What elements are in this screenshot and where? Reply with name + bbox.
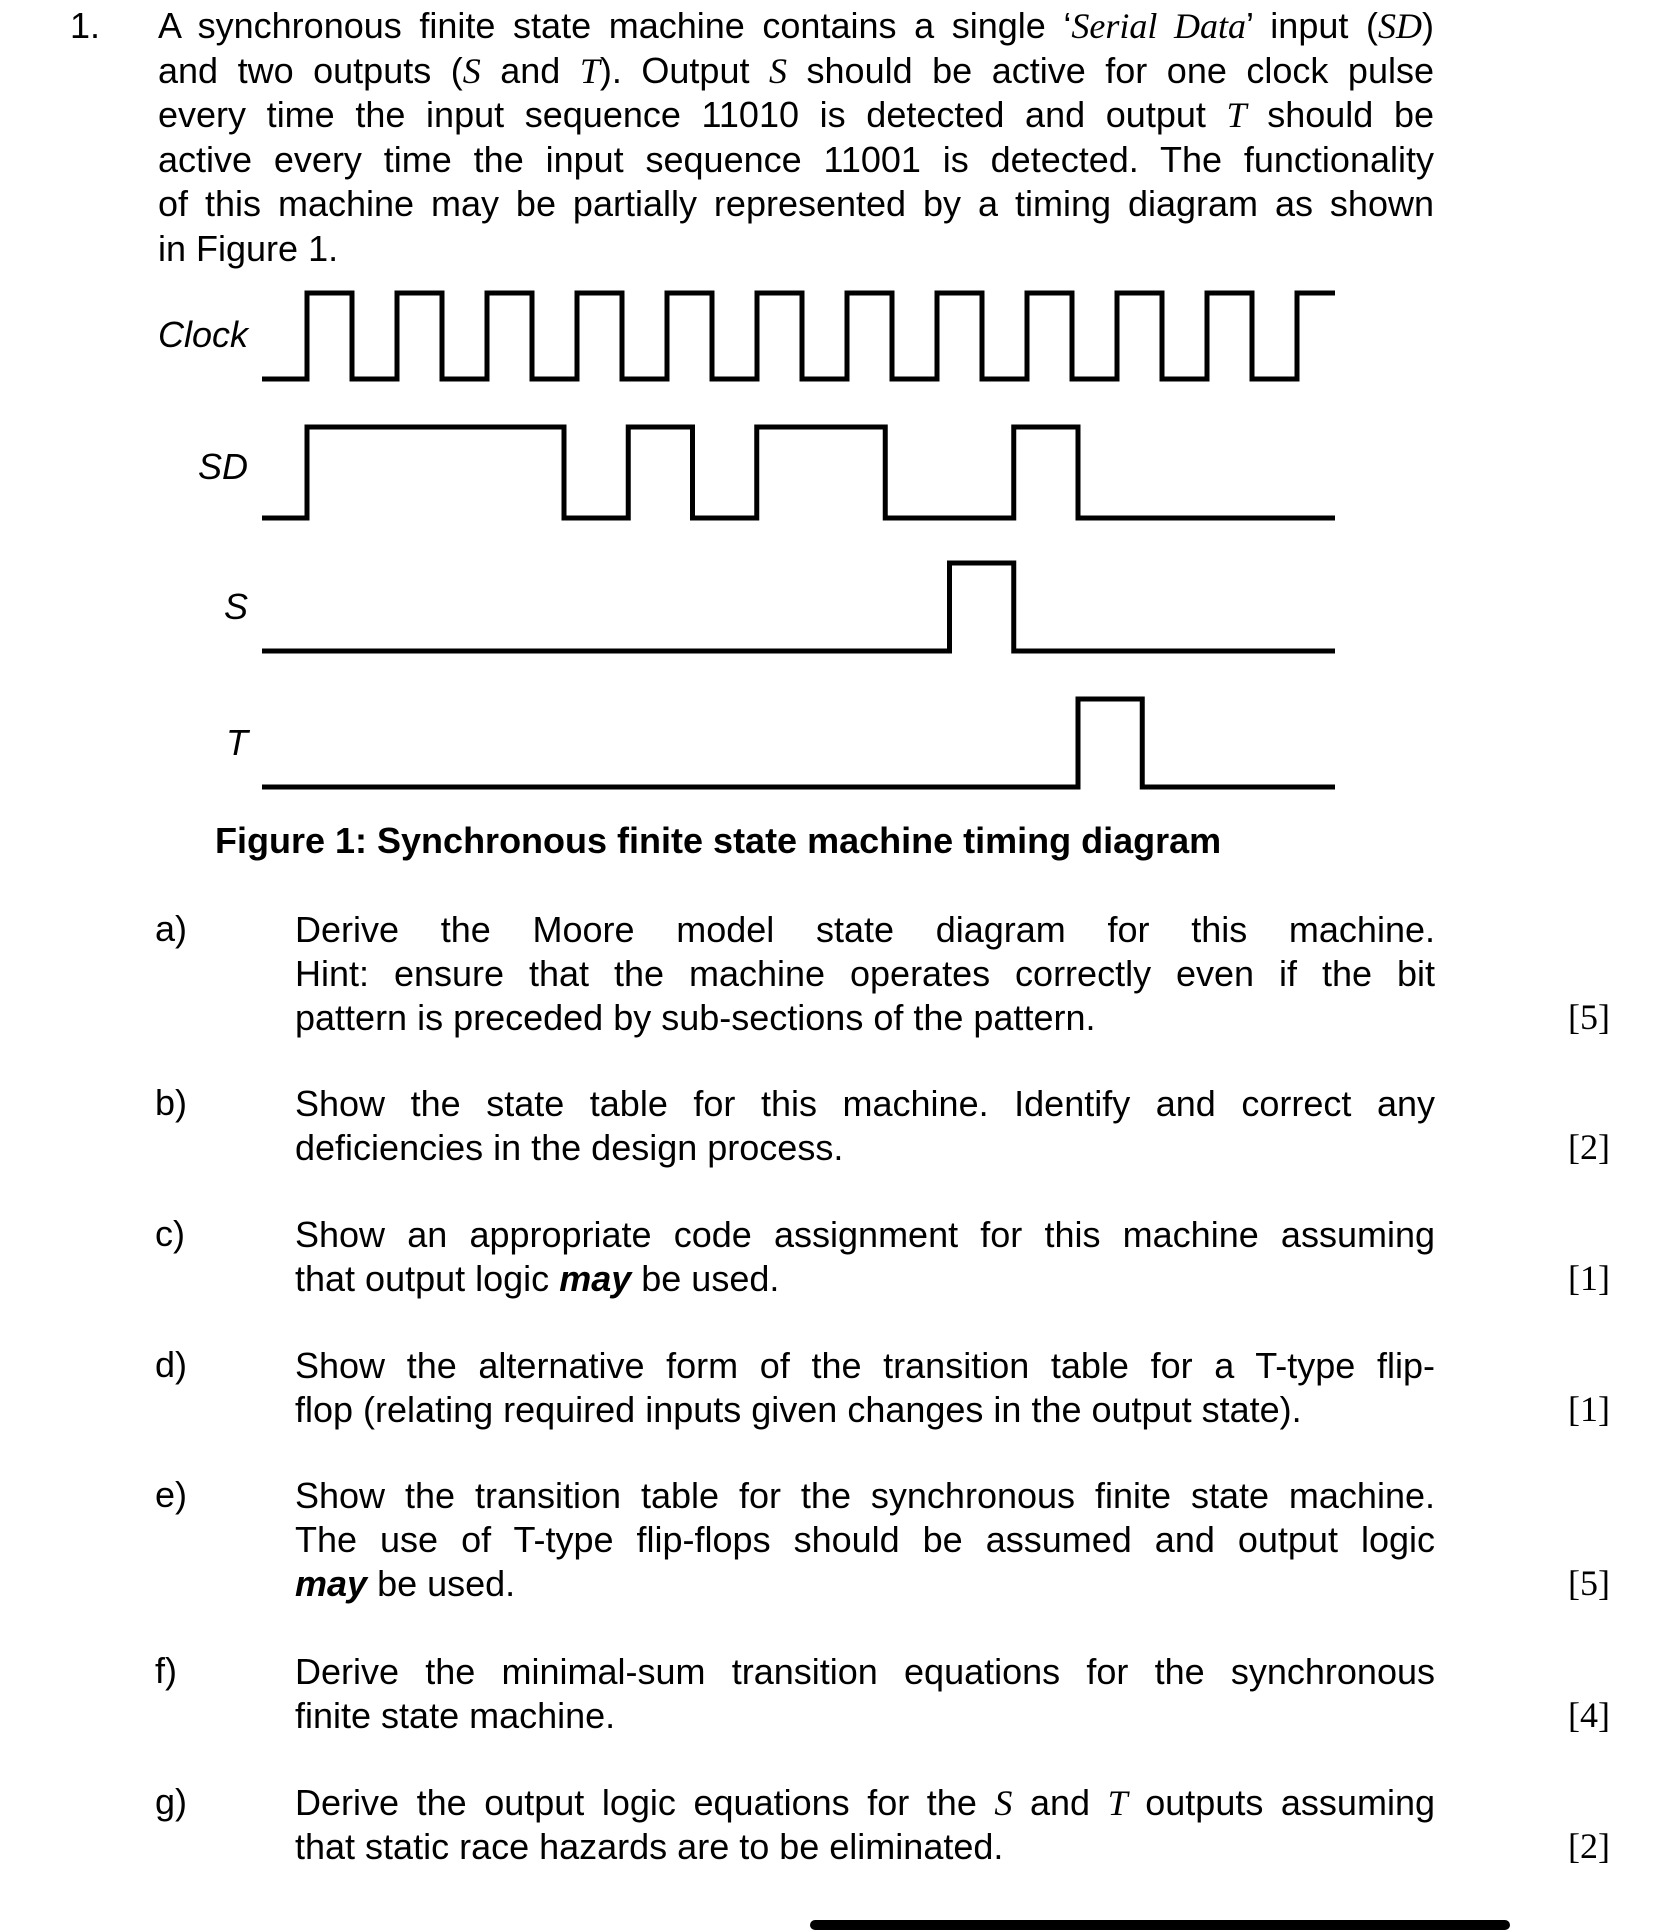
clock-waveform — [262, 293, 1335, 379]
italic-term: T — [1226, 95, 1247, 135]
part-line — [295, 1082, 1435, 1126]
t-waveform — [262, 699, 1335, 787]
text-run: should be active for one clock pulse — [787, 49, 1434, 91]
part-letter: f) — [155, 1650, 177, 1691]
signal-label-s: S — [223, 586, 248, 627]
emphasis: may — [295, 1563, 368, 1604]
part-text — [295, 1344, 1435, 1432]
part-line — [295, 1388, 1435, 1432]
text-run: Show the alternative form of the transition table for a T-type flip- — [295, 1345, 1435, 1386]
part-letter: e) — [155, 1474, 188, 1515]
text-run: and — [1012, 1782, 1108, 1823]
part-marks: [5] — [1568, 997, 1610, 1037]
text-run: flop (relating required inputs given changes in the output state). — [295, 1389, 1302, 1430]
question-number: 1. — [70, 5, 101, 46]
text-run: and — [480, 49, 580, 91]
s-waveform — [262, 563, 1335, 651]
home-indicator-bar — [810, 1920, 1510, 1930]
part-text — [295, 1082, 1435, 1170]
text-run: The use of T-type flip-flops should be assumed and output logic — [295, 1519, 1435, 1560]
sd-waveform — [262, 427, 1335, 518]
signal-label-clock: Clock — [157, 314, 248, 355]
part-line — [295, 1650, 1435, 1694]
text-run: in Figure 1. — [158, 227, 339, 269]
italic-term: T — [579, 50, 600, 91]
italic-term: S — [994, 1783, 1013, 1823]
text-run: pattern is preceded by sub-sections of the pattern. — [295, 997, 1096, 1038]
text-run: Derive the output logic equations for the — [295, 1782, 995, 1823]
text-run: Derive the Moore model state diagram for this machine. — [295, 909, 1435, 950]
figure-caption: Figure 1: Synchronous finite state machine timing diagram — [215, 820, 1222, 861]
text-run: be used. — [631, 1258, 780, 1299]
italic-term: T — [1107, 1783, 1128, 1823]
part-text — [295, 1650, 1435, 1738]
text-run: Show an appropriate code assignment for this machine assuming — [295, 1214, 1435, 1255]
part-text — [295, 1213, 1435, 1301]
part-marks: [4] — [1568, 1695, 1610, 1735]
part-line — [295, 1126, 1435, 1170]
part-letter: g) — [155, 1781, 188, 1822]
part-line — [295, 1213, 1435, 1257]
part-line — [295, 952, 1435, 996]
part-line — [295, 908, 1435, 952]
part-line — [295, 1694, 1435, 1738]
part-line — [295, 1562, 1435, 1606]
text-run: that output logic — [295, 1258, 560, 1299]
text-run: outputs assuming — [1127, 1782, 1435, 1823]
timing-diagram — [0, 0, 1680, 820]
text-run: Hint: ensure that the machine operates correctly even if the bit — [295, 953, 1435, 994]
text-run: be used. — [367, 1563, 516, 1604]
part-line — [295, 996, 1435, 1040]
part-line — [295, 1518, 1435, 1562]
part-letter: b) — [155, 1082, 188, 1123]
part-line — [295, 1781, 1435, 1825]
text-run: ’ input ( — [1246, 5, 1378, 46]
italic-term: S — [462, 50, 481, 91]
text-run: that static race hazards are to be eliminated. — [295, 1826, 1004, 1867]
italic-term: Serial Data — [1071, 6, 1247, 46]
part-letter: c) — [155, 1213, 185, 1254]
text-run: ). Output — [599, 49, 769, 91]
text-run: and two outputs ( — [158, 49, 463, 91]
part-marks: [1] — [1568, 1389, 1610, 1429]
text-run: Derive the minimal-sum transition equations for the synchronous — [295, 1651, 1435, 1692]
part-text — [295, 908, 1435, 1040]
text-run: should be — [1246, 94, 1434, 135]
part-line — [295, 1344, 1435, 1388]
text-run: Show the state table for this machine. Identify and correct any — [295, 1083, 1435, 1124]
italic-term: S — [769, 50, 787, 91]
text-run: active every time the input sequence 11001 is detected. The functionality — [158, 138, 1434, 180]
part-marks: [2] — [1568, 1127, 1610, 1167]
part-marks: [5] — [1568, 1563, 1610, 1603]
text-run: Show the transition table for the synchronous finite state machine. — [295, 1475, 1435, 1516]
text-run: ) — [1421, 5, 1434, 46]
signal-label-t: T — [226, 722, 248, 763]
part-letter: a) — [155, 908, 188, 949]
text-run: deficiencies in the design process. — [295, 1127, 844, 1168]
text-run: finite state machine. — [295, 1695, 616, 1736]
text-run: of this machine may be partially represented by a timing diagram as shown — [158, 183, 1434, 224]
part-line — [295, 1257, 1435, 1301]
text-run: every time the input sequence 11010 is detected and output — [158, 94, 1227, 135]
emphasis: may — [559, 1258, 632, 1299]
part-line — [295, 1825, 1435, 1869]
italic-term: SD — [1377, 6, 1422, 46]
part-marks: [1] — [1568, 1258, 1610, 1298]
part-marks: [2] — [1568, 1826, 1610, 1866]
part-text — [295, 1781, 1435, 1869]
signal-label-sd: SD — [197, 446, 248, 487]
text-run: A synchronous finite state machine contains a single ‘ — [158, 5, 1072, 46]
part-line — [295, 1474, 1435, 1518]
part-text — [295, 1474, 1435, 1606]
part-letter: d) — [155, 1344, 188, 1385]
